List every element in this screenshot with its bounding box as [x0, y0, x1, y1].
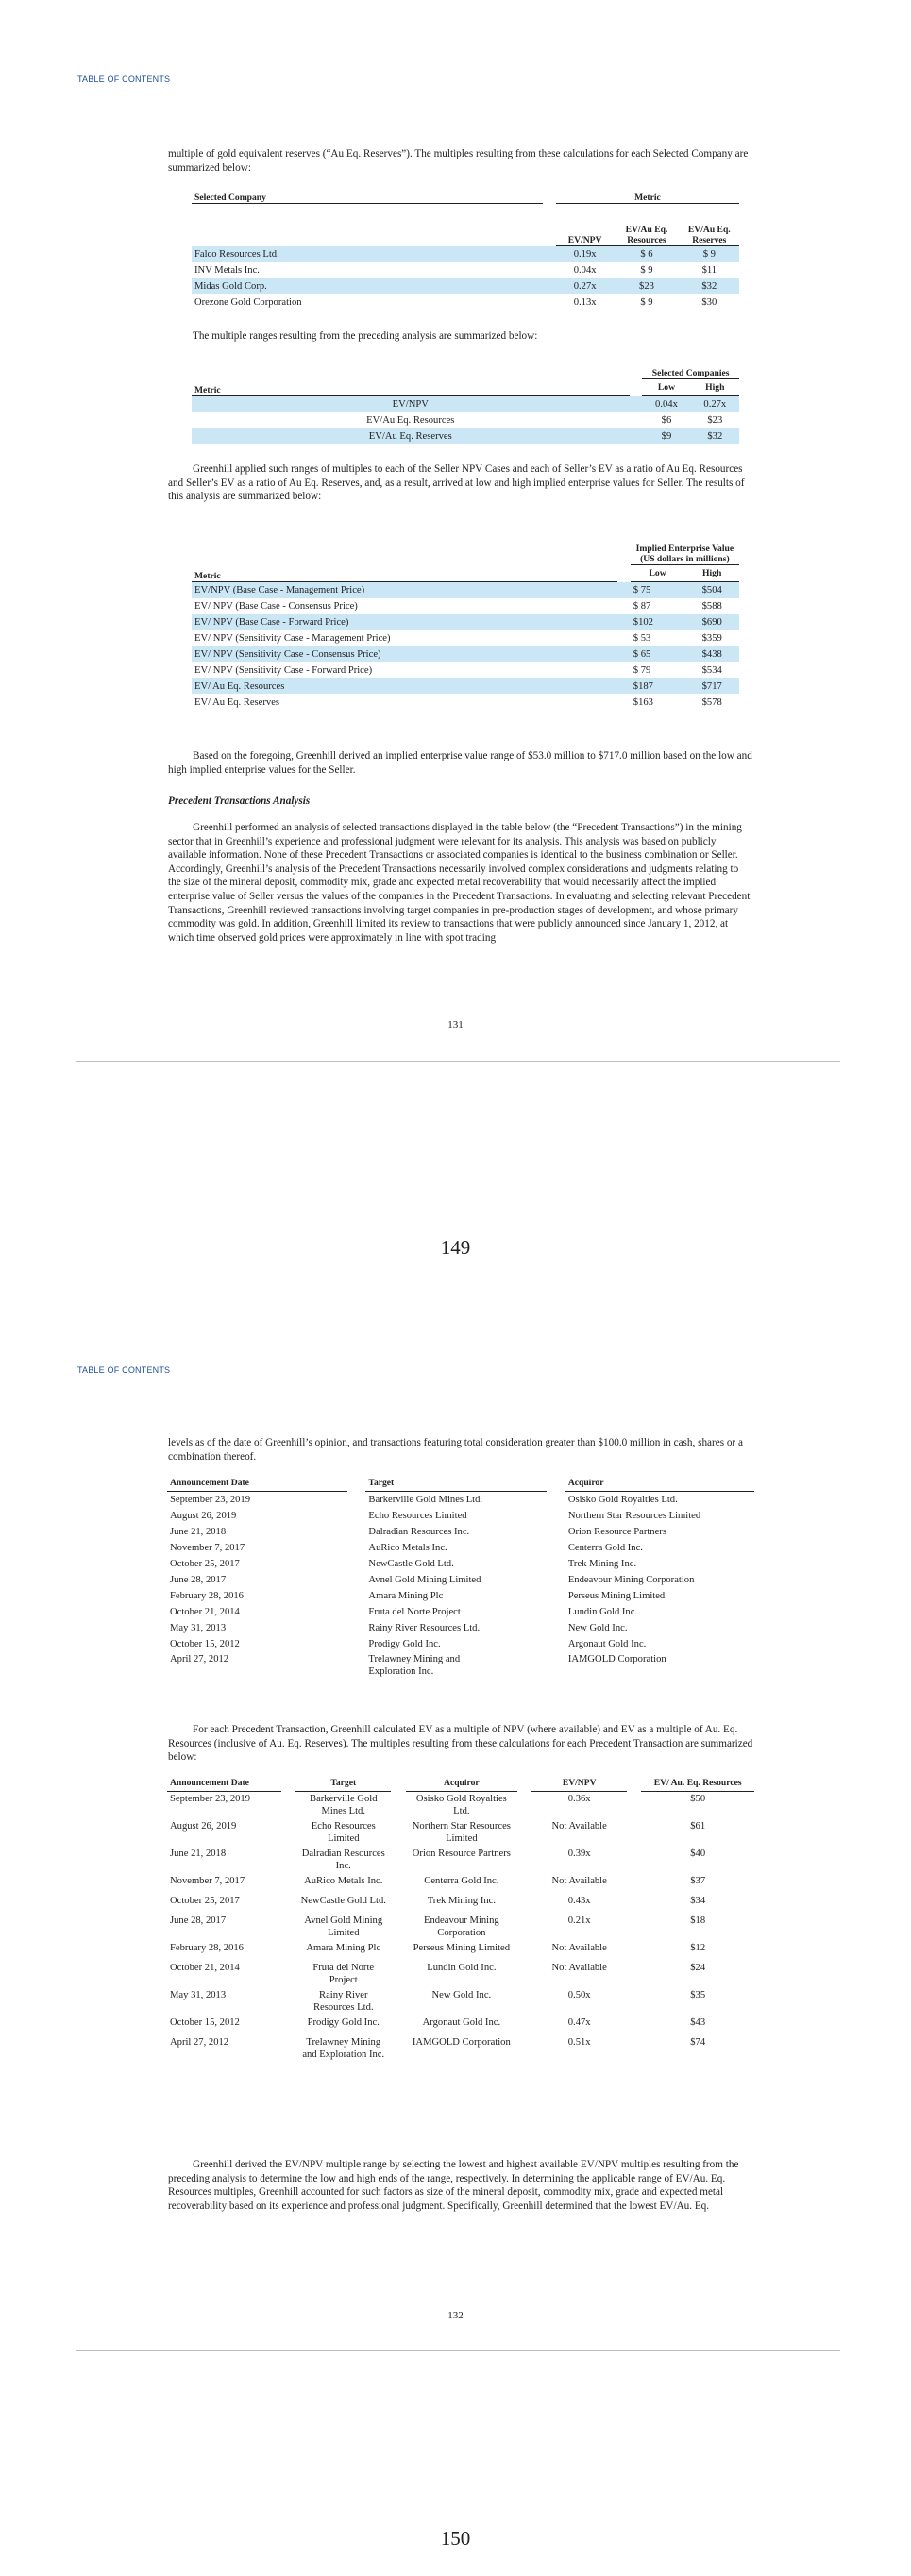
derived-paragraph: Greenhill derived the EV/NPV multiple range by selecting the lowest and highest available EV/NPV multiples resulting from the preceding analysis to determine the low and high ends of the range, respectively. In determining the applicable range of EV/Au. Eq. Resources multiples, Greenhill accounted for such factors as size of the mineral deposit, commodity mix, grade and expected metal recoverability based on its experience and professional judgment. Specifically, Greenhill determined that the lowest EV/Au. Eq.: [168, 2159, 739, 2212]
announcement-date: October 21, 2014: [170, 1963, 240, 1973]
ev-npv-value: 0.47x: [567, 2017, 591, 2028]
header-low: Low: [631, 565, 685, 582]
announcement-date: February 28, 2016: [170, 1591, 244, 1601]
target-name: Dalradian Resources Inc.: [301, 1848, 385, 1871]
target-name: Dalradian Resources Inc.: [368, 1527, 470, 1537]
header-acquiror: Acquiror: [565, 1475, 754, 1492]
header-high: High: [684, 565, 739, 582]
table-row: [192, 614, 739, 630]
announcement-date: June 21, 2018: [170, 1527, 227, 1537]
announcement-date: February 28, 2016: [170, 1943, 244, 1953]
page-number: 132: [447, 2310, 464, 2321]
ev-resources-value: $ 9: [640, 297, 653, 308]
high-value: $504: [684, 582, 739, 599]
col-ev-au-resources: EV/Au Eq. Resources: [614, 204, 679, 246]
ev-resources-value: $74: [690, 2037, 706, 2048]
header-target: Target: [295, 1775, 391, 1792]
table-row: [167, 1524, 754, 1540]
ev-npv-value: 0.19x: [556, 246, 614, 263]
ev-resources-value: $37: [690, 1876, 706, 1886]
ev-resources-value: $23: [614, 278, 679, 294]
header-selected-companies: Selected Companies: [642, 354, 739, 379]
acquiror-name: Centerra Gold Inc.: [567, 1543, 643, 1553]
table-row: [167, 1540, 754, 1556]
table-row: [167, 1874, 754, 1894]
acquiror-name: IAMGOLD Corporation: [567, 1654, 666, 1664]
target-name: Trelawney Mining and Exploration Inc.: [302, 2037, 385, 2060]
metric-label: EV/Au Eq. Reserves: [192, 428, 630, 444]
ev-npv-value: 0.13x: [573, 297, 597, 308]
ev-npv-value: Not Available: [551, 1963, 607, 1973]
ev-resources-value: $ 6: [614, 246, 679, 263]
acquiror-name: IAMGOLD Corporation: [412, 2037, 511, 2048]
header-low: Low: [642, 379, 690, 396]
target-name: Fruta del Norte Project: [368, 1607, 461, 1617]
table-row: [192, 582, 739, 599]
ev-npv-value: 0.51x: [567, 2037, 591, 2048]
low-value: $187: [631, 678, 685, 694]
announcement-date: November 7, 2017: [170, 1543, 245, 1553]
target-name: Amara Mining Plc: [306, 1943, 381, 1953]
metric-label: EV/ NPV (Base Case - Forward Price): [192, 614, 617, 630]
target-name: Rainy River Resources Ltd.: [368, 1623, 481, 1633]
implied-enterprise-value-table: [192, 519, 739, 711]
high-value: $717: [684, 678, 739, 694]
table-row: [192, 294, 739, 310]
table-row: [192, 694, 739, 711]
metric-label: EV/ NPV (Base Case - Consensus Price): [194, 601, 358, 611]
announcement-date: October 15, 2012: [170, 1639, 240, 1649]
target-name: AuRico Metals Inc.: [304, 1876, 383, 1886]
announcement-date: October 25, 2017: [170, 1559, 240, 1569]
ev-resources-value: $34: [690, 1896, 706, 1906]
metric-label: EV/NPV (Base Case - Management Price): [192, 582, 617, 599]
table-row: [167, 1604, 754, 1620]
ev-resources-value: $18: [690, 1915, 706, 1926]
header-announcement-date: Announcement Date: [167, 1475, 347, 1492]
ev-resources-value: $43: [690, 2017, 706, 2028]
acquiror-name: Osisko Gold Royalties Ltd.: [567, 1495, 678, 1505]
announcement-date: May 31, 2013: [170, 1623, 227, 1633]
target-name: Trelawney Mining and Exploration Inc.: [368, 1654, 461, 1677]
col-ev-npv: EV/NPV: [556, 204, 614, 246]
target-name: Rainy River Resources Ltd.: [312, 1990, 374, 2013]
ev-resources-value: $ 9: [640, 265, 653, 276]
target-name: Prodigy Gold Inc.: [307, 2017, 380, 2028]
announcement-date: September 23, 2019: [170, 1495, 251, 1505]
table-row: [167, 1652, 754, 1680]
ev-npv-value: 0.43x: [567, 1896, 591, 1906]
table-row: [192, 412, 739, 428]
metric-label: EV/ NPV (Sensitivity Case - Consensus Price): [192, 646, 617, 662]
target-name: AuRico Metals Inc.: [368, 1543, 447, 1553]
target-name: Prodigy Gold Inc.: [368, 1639, 441, 1649]
acquiror-name: Northern Star Resources Limited: [567, 1511, 701, 1521]
precedent-paragraph: Greenhill performed an analysis of selected transactions displayed in the table below (the “Precedent Transactions”) in the mining sector that in Greenhill’s experience and professional judgment were relevant for its analysis. This analysis was based on publicly available information. None of these Precedent Transactions or associated companies is identical to the business combination or Seller. Accordingly, Greenhill’s analysis of the Precedent Transactions necessarily involved complex considerations and judgments relating to the size of the mineral deposit, commodity mix, grade and expected metal recoverability that would necessarily affect the implied enterprise value of Seller versus the values of the companies in the Precedent Transactions. In evaluating and selecting relevant Precedent Transactions, Greenhill reviewed transactions involving target companies in pre-production stages of development, and whose primary commodity was gold. In addition, Greenhill limited its review to transactions that were publicly announced since January 1, 2012, at which time observed gold prices were approximately in line with spot trading: [168, 822, 751, 944]
target-name: Avnel Gold Mining Limited: [368, 1575, 481, 1585]
acquiror-name: Centerra Gold Inc.: [424, 1876, 499, 1886]
table-row: [167, 1556, 754, 1572]
ranges-intro: The multiple ranges resulting from the preceding analysis are summarized below:: [193, 330, 538, 342]
table-row: [167, 1492, 754, 1509]
low-value: $ 65: [631, 646, 685, 662]
ev-resources-value: $35: [690, 1990, 706, 2000]
announcement-date: August 26, 2019: [170, 1821, 237, 1832]
acquiror-name: Argonaut Gold Inc.: [567, 1639, 647, 1649]
target-name: Avnel Gold Mining Limited: [304, 1915, 383, 1938]
low-value: $ 75: [631, 582, 685, 599]
table-row: [167, 1588, 754, 1604]
intro-paragraph: multiple of gold equivalent reserves (“Au Eq. Reserves”). The multiples resulting from these calculations for each Selected Company are summarized below:: [168, 148, 749, 174]
table-row: [167, 1508, 754, 1524]
precedent-transactions-table: [167, 1475, 754, 1680]
company-name: Midas Gold Corp.: [192, 278, 543, 294]
table-row: [192, 246, 739, 263]
table-row: [192, 428, 739, 444]
acquiror-name: New Gold Inc.: [431, 1990, 492, 2000]
table-row: [192, 396, 739, 413]
target-name: Fruta del Norte Project: [312, 1963, 375, 1985]
table-row: [167, 1636, 754, 1652]
low-value: $6: [661, 415, 672, 426]
acquiror-name: Orion Resource Partners: [567, 1527, 666, 1537]
selected-companies-table: [192, 187, 739, 310]
ev-resources-value: $12: [690, 1943, 706, 1953]
ev-reserves-value: $ 9: [680, 246, 739, 263]
announcement-date: April 27, 2012: [170, 1654, 229, 1664]
page-divider: [76, 2350, 840, 2351]
company-name: Orezone Gold Corporation: [194, 297, 302, 308]
ev-npv-value: 0.27x: [556, 278, 614, 294]
applied-paragraph: Greenhill applied such ranges of multiples to each of the Seller NPV Cases and each of Seller’s EV as a ratio of Au Eq. Resources and Seller’s EV as a ratio of Au Eq. Reserves, and, as a result, arrived at low and high implied enterprise values for Seller. The results of this analysis are summarized below:: [168, 463, 745, 503]
table-row: [167, 2035, 754, 2063]
table-row: [167, 1819, 754, 1847]
acquiror-name: Trek Mining Inc.: [567, 1559, 637, 1569]
acquiror-name: Perseus Mining Limited: [567, 1591, 666, 1601]
high-value: $578: [701, 697, 722, 708]
metric-label: EV/ Au Eq. Reserves: [194, 697, 280, 708]
table-row: [192, 278, 739, 294]
acquiror-name: Trek Mining Inc.: [427, 1896, 496, 1906]
table-row: [192, 646, 739, 662]
acquiror-name: Perseus Mining Limited: [413, 1943, 511, 1953]
announcement-date: April 27, 2012: [170, 2037, 229, 2048]
low-value: $163: [633, 697, 653, 708]
metric-label: EV/NPV: [192, 396, 630, 413]
ev-reserves-value: $32: [680, 278, 739, 294]
announcement-date: August 26, 2019: [170, 1511, 237, 1521]
low-value: $9: [642, 428, 690, 444]
announcement-date: May 31, 2013: [170, 1990, 227, 2000]
header-announcement-date: Announcement Date: [167, 1775, 281, 1792]
page-number: 131: [447, 1019, 464, 1030]
announcement-date: June 21, 2018: [170, 1848, 227, 1859]
low-value: 0.04x: [642, 396, 690, 413]
low-value: $ 79: [633, 665, 651, 676]
company-name: Falco Resources Ltd.: [192, 246, 543, 263]
acquiror-name: Lundin Gold Inc.: [427, 1963, 497, 1973]
ev-npv-value: 0.39x: [567, 1848, 591, 1859]
announcement-date: June 28, 2017: [170, 1915, 227, 1926]
high-value: $438: [684, 646, 739, 662]
ev-resources-value: $50: [690, 1794, 706, 1804]
page-divider: [76, 1061, 840, 1062]
table-row: [167, 1914, 754, 1941]
header-metric: Metric: [192, 519, 617, 582]
acquiror-name: Northern Star Resources Limited: [412, 1821, 511, 1844]
header-acquiror: Acquiror: [406, 1775, 517, 1792]
table-row: [167, 1620, 754, 1636]
high-value: $23: [707, 415, 723, 426]
page-sequence-number: 150: [440, 2527, 471, 2550]
acquiror-name: Endeavour Mining Corporation: [423, 1915, 499, 1938]
metric-label: EV/ NPV (Sensitivity Case - Forward Price): [194, 665, 373, 676]
table-row: [167, 1572, 754, 1588]
high-value: $588: [701, 601, 722, 611]
metric-label: EV/ Au Eq. Resources: [192, 678, 617, 694]
high-value: $534: [701, 665, 722, 676]
acquiror-name: Lundin Gold Inc.: [567, 1607, 638, 1617]
table-row: [167, 1894, 754, 1914]
table-row: [192, 262, 739, 278]
ev-npv-value: Not Available: [551, 1876, 607, 1886]
target-name: Echo Resources Limited: [368, 1511, 467, 1521]
table-row: [192, 678, 739, 694]
target-name: NewCastle Gold Ltd.: [300, 1896, 386, 1906]
table-row: [167, 1988, 754, 2016]
table-row: [167, 1792, 754, 1820]
table-row: [167, 1961, 754, 1988]
table-row: [192, 662, 739, 678]
high-value: $359: [701, 633, 722, 644]
low-value: $102: [631, 614, 685, 630]
high-value: $690: [684, 614, 739, 630]
header-target: Target: [365, 1475, 547, 1492]
announcement-date: October 21, 2014: [170, 1607, 240, 1617]
announcement-date: October 15, 2012: [170, 2017, 240, 2028]
ev-reserves-value: $30: [701, 297, 717, 308]
acquiror-name: Osisko Gold Royalties Ltd.: [415, 1794, 507, 1816]
high-value: $32: [691, 428, 739, 444]
header-metric: Metric: [556, 187, 739, 204]
table-row: [192, 598, 739, 614]
acquiror-name: Argonaut Gold Inc.: [422, 2017, 501, 2028]
col-ev-au-reserves: EV/Au Eq. Reserves: [680, 204, 739, 246]
metric-label: EV/ NPV (Sensitivity Case - Management Price): [194, 633, 391, 644]
announcement-date: October 25, 2017: [170, 1896, 240, 1906]
header-implied-ev: Implied Enterprise Value (US dollars in millions): [631, 519, 739, 565]
table-row: [167, 1847, 754, 1874]
header-selected-company: Selected Company: [192, 187, 543, 204]
header-ev-npv: EV/NPV: [531, 1775, 627, 1792]
announcement-date: September 23, 2019: [170, 1794, 251, 1804]
acquiror-name: Endeavour Mining Corporation: [567, 1575, 695, 1585]
target-name: Barkerville Gold Mines Ltd.: [368, 1495, 483, 1505]
announcement-date: June 28, 2017: [170, 1575, 227, 1585]
ev-npv-value: Not Available: [551, 1943, 607, 1953]
table-row: [167, 1941, 754, 1961]
high-value: 0.27x: [691, 396, 739, 413]
acquiror-name: Orion Resource Partners: [412, 1848, 511, 1859]
ev-npv-value: 0.04x: [573, 265, 597, 276]
header-metric: Metric: [192, 354, 630, 396]
table-row: [167, 2016, 754, 2035]
announcement-date: November 7, 2017: [170, 1876, 245, 1886]
header-high: High: [691, 379, 739, 396]
ev-npv-value: 0.21x: [567, 1915, 591, 1926]
ev-npv-value: 0.36x: [567, 1794, 591, 1804]
ev-npv-value: 0.50x: [567, 1990, 591, 2000]
low-value: $ 87: [633, 601, 651, 611]
ev-resources-value: $40: [690, 1848, 706, 1859]
calc-paragraph: For each Precedent Transaction, Greenhill calculated EV as a multiple of NPV (where available) and EV as a multiple of Au. Eq. Resources (inclusive of Au. Eq. Reserves). The multiples resulting from these calculations for each Precedent Transaction are summarized below:: [168, 1724, 753, 1764]
acquiror-name: New Gold Inc.: [567, 1623, 628, 1633]
metric-label: EV/Au Eq. Resources: [366, 415, 455, 426]
table-of-contents-link[interactable]: TABLE OF CONTENTS: [77, 75, 171, 84]
table-of-contents-link[interactable]: TABLE OF CONTENTS: [77, 1365, 171, 1375]
company-name: INV Metals Inc.: [194, 265, 260, 276]
target-name: Echo Resources Limited: [311, 1821, 376, 1844]
ev-resources-value: $24: [690, 1963, 706, 1973]
page-sequence-number: 149: [440, 1236, 471, 1259]
ev-reserves-value: $11: [701, 265, 717, 276]
header-ev-au-resources: EV/ Au. Eq. Resources: [641, 1775, 754, 1792]
target-name: NewCastle Gold Ltd.: [368, 1559, 454, 1569]
low-value: $ 53: [633, 633, 651, 644]
ev-resources-value: $61: [690, 1821, 706, 1832]
target-name: Barkerville Gold Mines Ltd.: [310, 1794, 378, 1816]
precedent-multiples-table: [167, 1775, 754, 2063]
intro-paragraph: levels as of the date of Greenhill’s opinion, and transactions featuring total consideration greater than $100.0 million in cash, shares or a combination thereof.: [168, 1437, 743, 1463]
target-name: Amara Mining Plc: [368, 1591, 444, 1601]
multiple-ranges-table: [192, 354, 739, 444]
section-heading: Precedent Transactions Analysis: [168, 795, 311, 807]
table-row: [192, 630, 739, 646]
ev-npv-value: Not Available: [551, 1821, 607, 1832]
foregoing-paragraph: Based on the foregoing, Greenhill derived an implied enterprise value range of $53.0 million to $717.0 million based on the low and high implied enterprise values for the Seller.: [168, 750, 752, 776]
